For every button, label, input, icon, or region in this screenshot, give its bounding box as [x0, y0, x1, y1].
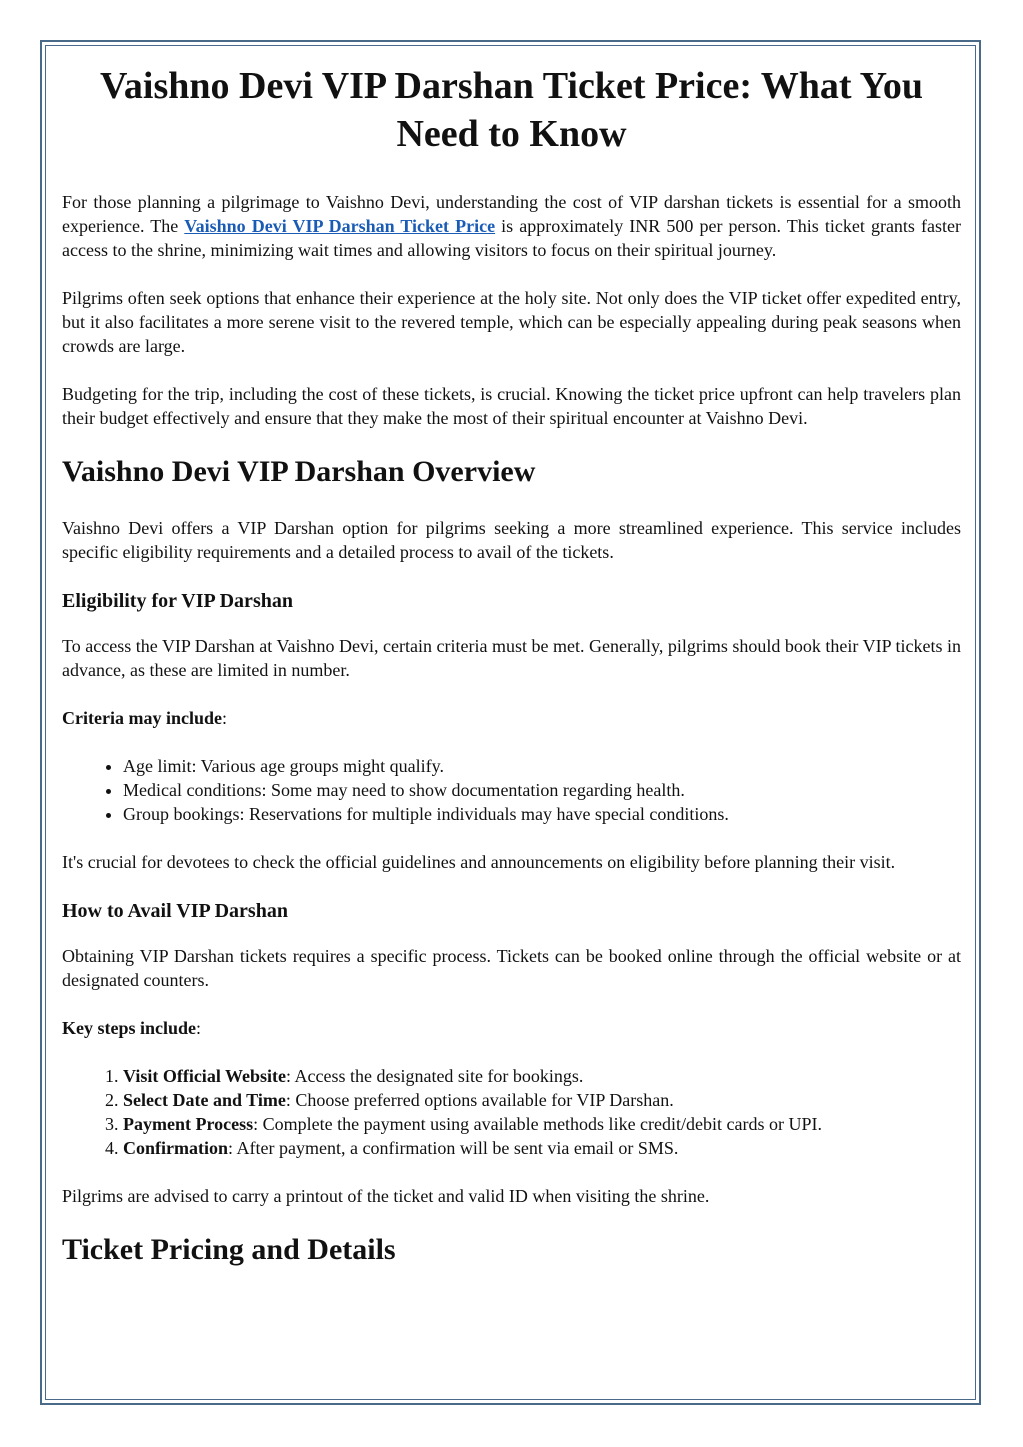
list-item: • Medical conditions: Some may need to show documentation regarding health. — [123, 778, 961, 802]
step-title: Select Date and Time — [123, 1090, 286, 1110]
overview-heading: Vaishno Devi VIP Darshan Overview — [62, 455, 536, 488]
criteria-label — [62, 706, 961, 730]
eligibility-heading: Eligibility for VIP Darshan — [62, 590, 293, 612]
list-item: • Group bookings: Reservations for multiple individuals may have special conditions. — [123, 802, 961, 826]
eligibility-note: It's crucial for devotees to check the official guidelines and announcements on eligibility before planning their visit. — [62, 852, 896, 872]
steps-colon: : — [196, 1018, 202, 1038]
avail-heading: How to Avail VIP Darshan — [62, 900, 288, 922]
document-content — [62, 62, 961, 1294]
pricing-heading: Ticket Pricing and Details — [62, 1233, 396, 1266]
steps-label-bold: Key steps include — [62, 1018, 197, 1038]
list-item: • Age limit: Various age groups might qualify. — [123, 754, 961, 778]
step-title: Confirmation — [123, 1138, 228, 1158]
criteria-colon: : — [221, 708, 227, 728]
steps-label — [62, 1016, 961, 1040]
avail-note: Pilgrims are advised to carry a printout of the ticket and valid ID when visiting the shrine. — [62, 1186, 710, 1206]
avail-paragraph: Obtaining VIP Darshan tickets requires a specific process. Tickets can be booked online through the official website or at designated counters. — [62, 946, 961, 990]
list-item — [123, 1136, 961, 1160]
intro-paragraph-2: Pilgrims often seek options that enhance their experience at the holy site. Not only does the VIP ticket offer expedited entry, but it also facilitates a more serene visit to the revered temple, which can be especially appealing during peak seasons when crowds are large. — [62, 288, 961, 356]
list-item — [123, 1112, 961, 1136]
step-title: Visit Official Website — [123, 1066, 286, 1086]
step-text: : Complete the payment using available methods like credit/debit cards or UPI. — [253, 1114, 822, 1134]
overview-paragraph: Vaishno Devi offers a VIP Darshan option for pilgrims seeking a more streamlined experience. This service includes specific eligibility requirements and a detailed process to avail of the tickets. — [62, 518, 961, 562]
step-text: : Access the designated site for bookings. — [285, 1066, 584, 1086]
step-title: Payment Process — [123, 1114, 254, 1134]
ticket-price-link[interactable]: Vaishno Devi VIP Darshan Ticket Price — [184, 216, 496, 236]
eligibility-paragraph: To access the VIP Darshan at Vaishno Devi, certain criteria must be met. Generally, pilgrims should book their VIP tickets in advance, as these are limited in number. — [62, 636, 961, 680]
step-text: : Choose preferred options available for VIP Darshan. — [285, 1090, 674, 1110]
page-title: Vaishno Devi VIP Darshan Ticket Price: What You Need to Know — [99, 65, 924, 155]
intro-paragraph-1 — [62, 190, 961, 262]
step-text: : After payment, a confirmation will be sent via email or SMS. — [228, 1138, 679, 1158]
list-item — [123, 1064, 961, 1088]
intro-text-before: For those planning a pilgrimage to Vaishno Devi, understanding the cost of VIP darshan tickets is essential for a smooth experience. The — [62, 192, 961, 236]
list-item — [123, 1088, 961, 1112]
intro-paragraph-3: Budgeting for the trip, including the cost of these tickets, is crucial. Knowing the ticket price upfront can help travelers plan their budget effectively and ensure that they make the most of their spiritual encounter at Vaishno Devi. — [62, 384, 961, 428]
criteria-label-bold: Criteria may include — [62, 708, 222, 728]
criteria-list — [62, 754, 961, 826]
steps-list — [62, 1064, 961, 1160]
intro-text-after: is approximately INR 500 per person. This ticket grants faster access to the shrine, minimizing wait times and allowing visitors to focus on their spiritual journey. — [62, 216, 961, 260]
